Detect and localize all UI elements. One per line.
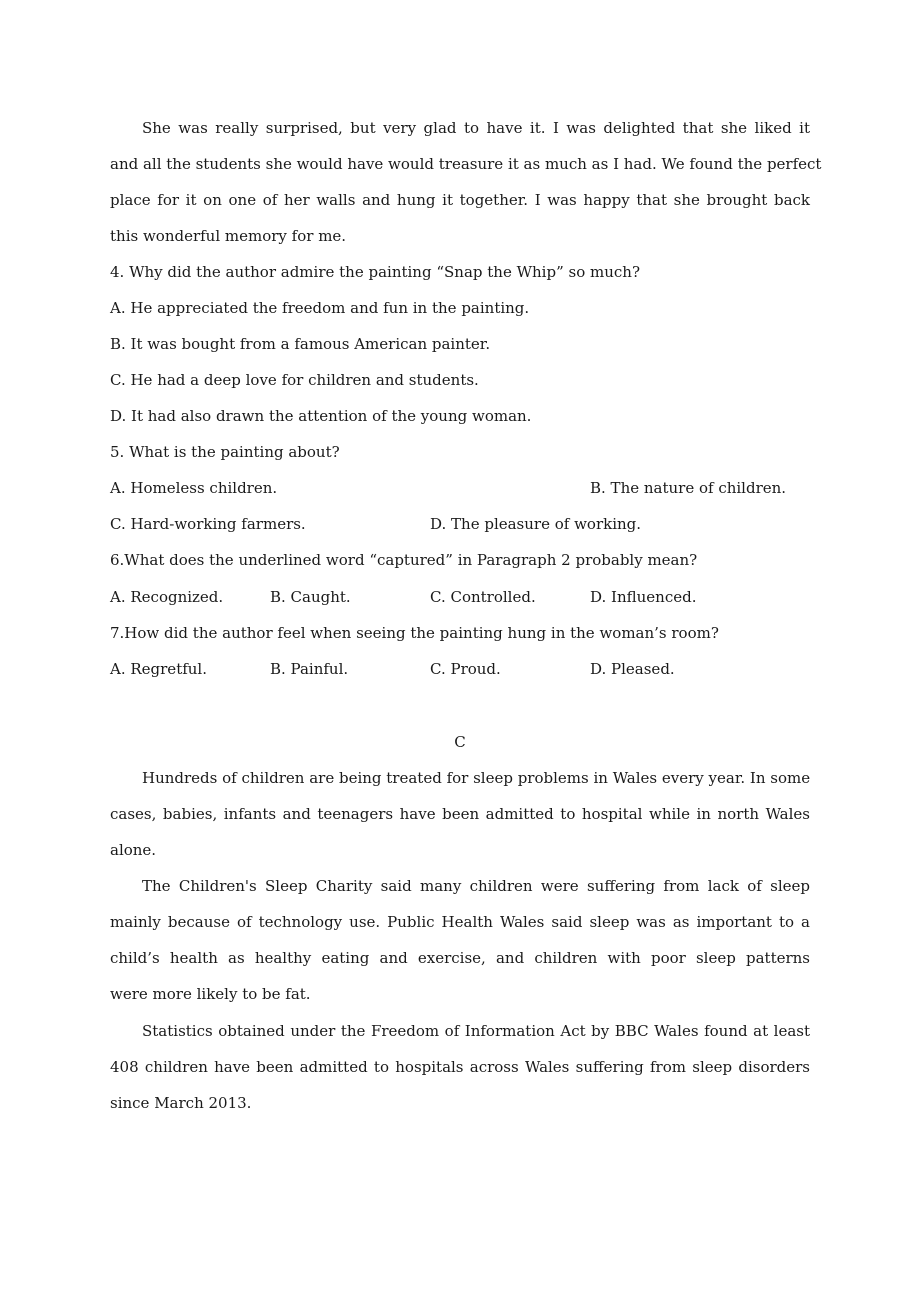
paragraph-line: She was really surprised, but very glad to have it. I was delighted that she liked it <box>142 119 810 137</box>
question-7-option-b: B. Painful. <box>270 660 349 678</box>
question-7-option-c: C. Proud. <box>430 660 501 678</box>
question-5-option-a: A. Homeless children. <box>110 479 278 497</box>
question-5-option-d: D. The pleasure of working. <box>430 515 642 533</box>
question-6-option-a: A. Recognized. <box>110 588 224 606</box>
question-6-option-c: C. Controlled. <box>430 588 536 606</box>
question-7-stem: 7.How did the author feel when seeing the painting hung in the woman’s room? <box>110 624 719 642</box>
question-4-option-d: D. It had also drawn the attention of the young woman. <box>110 407 532 425</box>
question-7-option-d: D. Pleased. <box>590 660 675 678</box>
paragraph-line: Statistics obtained under the Freedom of Information Act by BBC Wales found at least <box>142 1022 810 1040</box>
question-4-option-a: A. He appreciated the freedom and fun in the painting. <box>110 299 530 317</box>
paragraph-line: The Children's Sleep Charity said many children were suffering from lack of sleep <box>142 877 810 895</box>
paragraph-line: this wonderful memory for me. <box>110 227 347 245</box>
question-4-option-b: B. It was bought from a famous American painter. <box>110 335 491 353</box>
paragraph-line: child’s health as healthy eating and exercise, and children with poor sleep patterns <box>110 949 810 967</box>
question-4-stem: 4. Why did the author admire the painting “Snap the Whip” so much? <box>110 263 640 281</box>
paragraph-line: and all the students she would have would treasure it as much as I had. We found the perfect <box>110 155 822 173</box>
question-5-option-c: C. Hard-working farmers. <box>110 515 306 533</box>
question-7-option-a: A. Regretful. <box>110 660 207 678</box>
paragraph-line: alone. <box>110 841 157 859</box>
paragraph-line: cases, babies, infants and teenagers have been admitted to hospital while in north Wales <box>110 805 810 823</box>
paragraph-line: place for it on one of her walls and hung it together. I was happy that she brought back <box>110 191 810 209</box>
paragraph-line: were more likely to be fat. <box>110 985 311 1003</box>
question-5-stem: 5. What is the painting about? <box>110 443 340 461</box>
question-4-option-c: C. He had a deep love for children and students. <box>110 371 479 389</box>
section-heading: C <box>454 733 466 751</box>
paragraph-line: mainly because of technology use. Public Health Wales said sleep was as important to a <box>110 913 810 931</box>
question-6-option-b: B. Caught. <box>270 588 351 606</box>
question-6-stem: 6.What does the underlined word “captured” in Paragraph 2 probably mean? <box>110 551 698 569</box>
question-6-option-d: D. Influenced. <box>590 588 697 606</box>
question-5-option-b: B. The nature of children. <box>590 479 787 497</box>
paragraph-line: since March 2013. <box>110 1094 252 1112</box>
paragraph-line: Hundreds of children are being treated for sleep problems in Wales every year. In some <box>142 769 811 787</box>
paragraph-line: 408 children have been admitted to hospitals across Wales suffering from sleep disorders <box>110 1058 810 1076</box>
